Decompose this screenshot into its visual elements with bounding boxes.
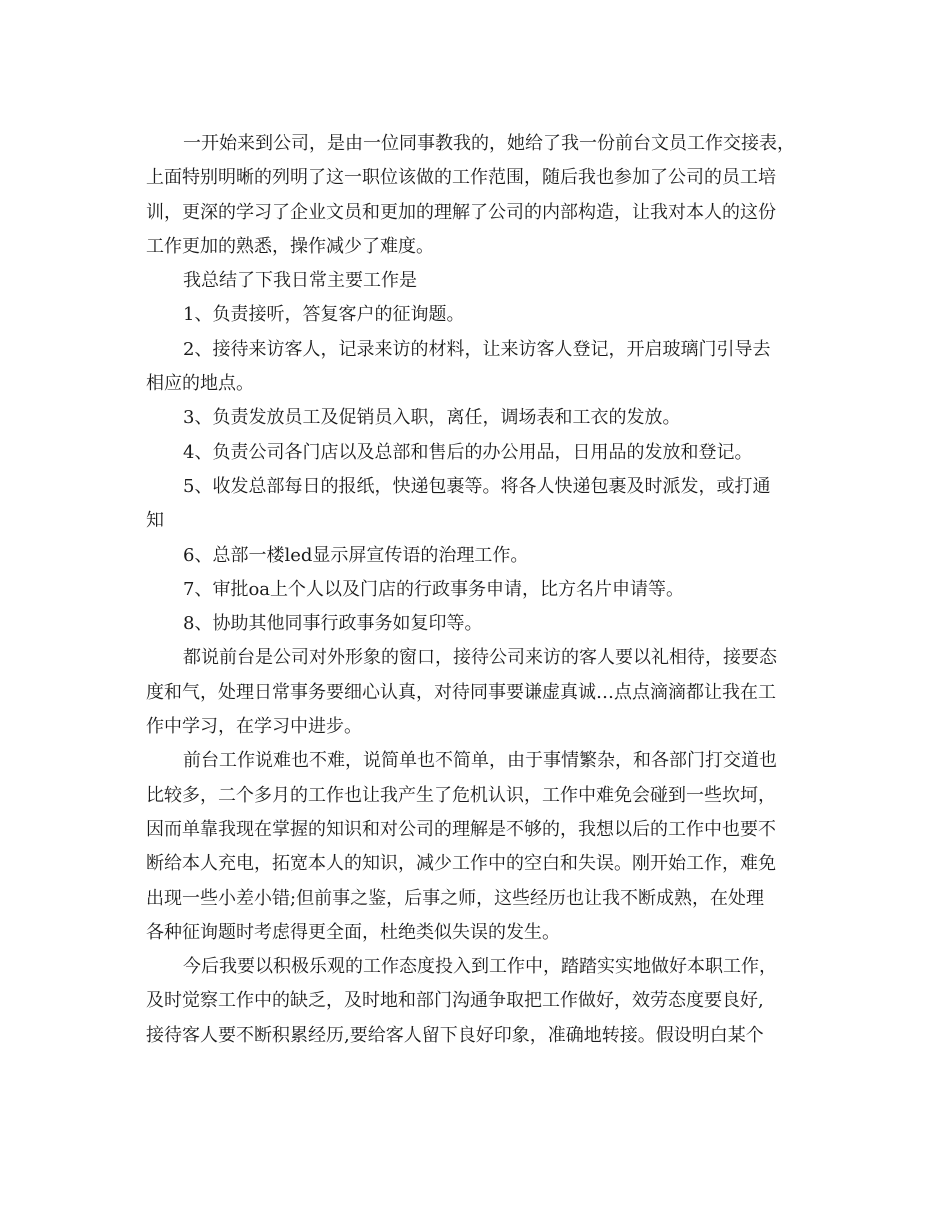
text-line: 知	[146, 510, 164, 532]
text-line: 断给本人充电，拓宽本人的知识，减少工作中的空白和失误。刚开始工作，难免	[146, 853, 776, 875]
list-item: 1、负责接听，答复客户的征询题。	[183, 304, 465, 326]
text-line: 比较多，二个多月的工作也让我产生了危机认识，工作中难免会碰到一些坎坷，	[146, 784, 776, 806]
text-line: 训，更深的学习了企业文员和更加的理解了公司的内部构造，让我对本人的这份	[146, 201, 776, 223]
text-line: 接待客人要不断积累经历,要给客人留下良好印象，准确地转接。假设明白某个	[146, 1024, 764, 1046]
list-item: 8、协助其他同事行政事务如复印等。	[183, 613, 483, 635]
list-item: 5、收发总部每日的报纸，快递包裹等。将各人快递包裹及时派发，或打通	[183, 475, 771, 497]
text-line: 一开始来到公司，是由一位同事教我的，她给了我一份前台文员工作交接表，	[183, 133, 795, 154]
text-line: 上面特别明晰的列明了这一职位该做的工作范围，随后我也参加了公司的员工培	[146, 167, 776, 189]
list-item: 2、接待来访客人，记录来访的材料，让来访客人登记，开启玻璃门引导去	[183, 338, 771, 360]
text-line: 作中学习，在学习中进步。	[146, 716, 362, 738]
text-line: 及时觉察工作中的缺乏，及时地和部门沟通争取把工作做好，效劳态度要良好,	[146, 990, 764, 1012]
text-line: 前台工作说难也不难，说简单也不简单，由于事情繁杂，和各部门打交道也	[183, 750, 777, 772]
list-item: 3、负责发放员工及促销员入职，离任，调场表和工衣的发放。	[183, 407, 681, 429]
list-item: 6、总部一楼led显示屏宣传语的治理工作。	[183, 544, 529, 566]
text-line: 今后我要以积极乐观的工作态度投入到工作中，踏踏实实地做好本职工作，	[183, 956, 777, 978]
text-line: 工作更加的熟悉，操作减少了难度。	[146, 235, 434, 257]
list-item: 7、审批oa上个人以及门店的行政事务申请，比方名片申请等。	[183, 578, 685, 600]
text-line: 我总结了下我日常主要工作是	[183, 270, 417, 292]
text-line: 出现一些小差小错;但前事之鉴，后事之师，这些经历也让我不断成熟，在处理	[146, 887, 765, 909]
text-line: 各种征询题时考虑得更全面，杜绝类似失误的发生。	[146, 921, 560, 943]
document-body	[146, 127, 814, 1053]
list-item: 4、负责公司各门店以及总部和售后的办公用品，日用品的发放和登记。	[183, 441, 753, 463]
text-line: 都说前台是公司对外形象的窗口，接待公司来访的客人要以礼相待，接要态	[183, 647, 777, 669]
text-line: 度和气，处理日常事务要细心认真，对待同事要谦虚真诚…点点滴滴都让我在工	[146, 681, 776, 703]
text-line: 相应的地点。	[146, 373, 254, 395]
text-line: 因而单靠我现在掌握的知识和对公司的理解是不够的，我想以后的工作中也要不	[146, 818, 776, 840]
